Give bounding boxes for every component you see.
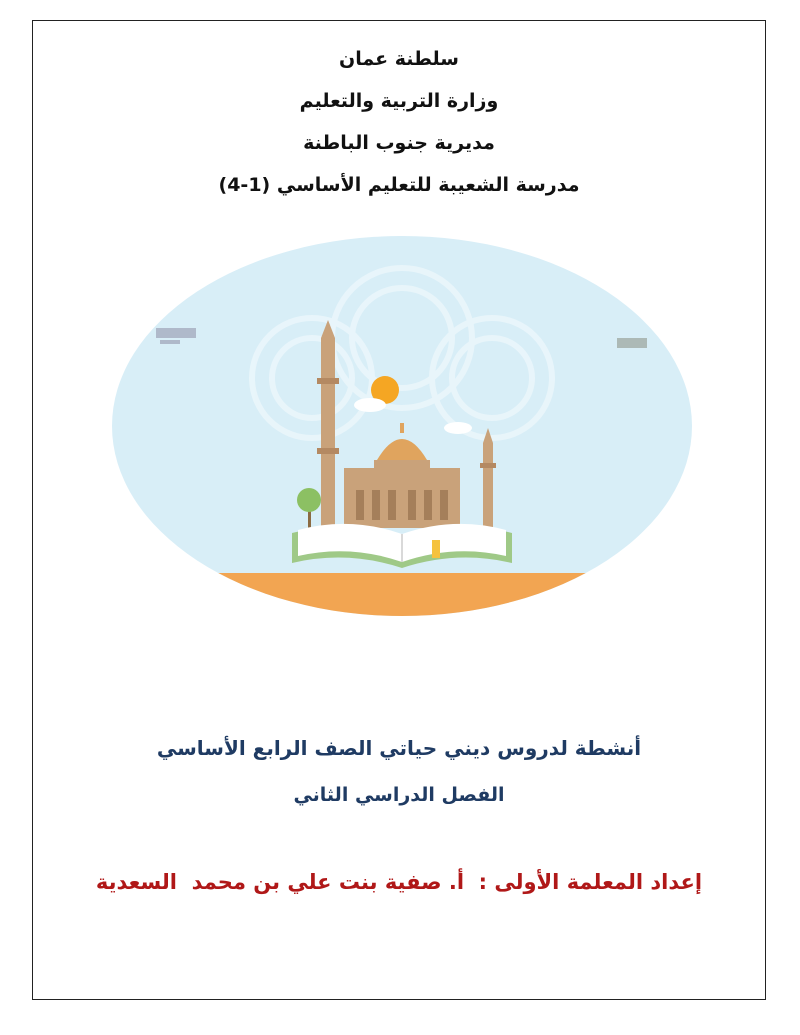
- school-name: مدرسة الشعيبة للتعليم الأساسي (1-4): [218, 174, 580, 196]
- subject-title: أنشطة لدروس ديني حياتي الصف الرابع الأساسي: [156, 736, 642, 760]
- emblem-logo-icon: [617, 338, 647, 348]
- ministry-name: وزارة التربية والتعليم: [299, 90, 499, 112]
- mosque-building: [344, 468, 460, 528]
- country-name: سلطنة عمان: [339, 48, 459, 70]
- ground: [112, 573, 692, 628]
- directorate-name: مديرية جنوب الباطنة: [303, 132, 495, 154]
- teacher-credit: إعداد المعلمة الأولى : أ. صفية بنت علي بن محمد السعدية: [95, 870, 703, 894]
- mosque-book-illustration: [112, 228, 692, 628]
- term-title: الفصل الدراسي الثاني: [293, 784, 505, 806]
